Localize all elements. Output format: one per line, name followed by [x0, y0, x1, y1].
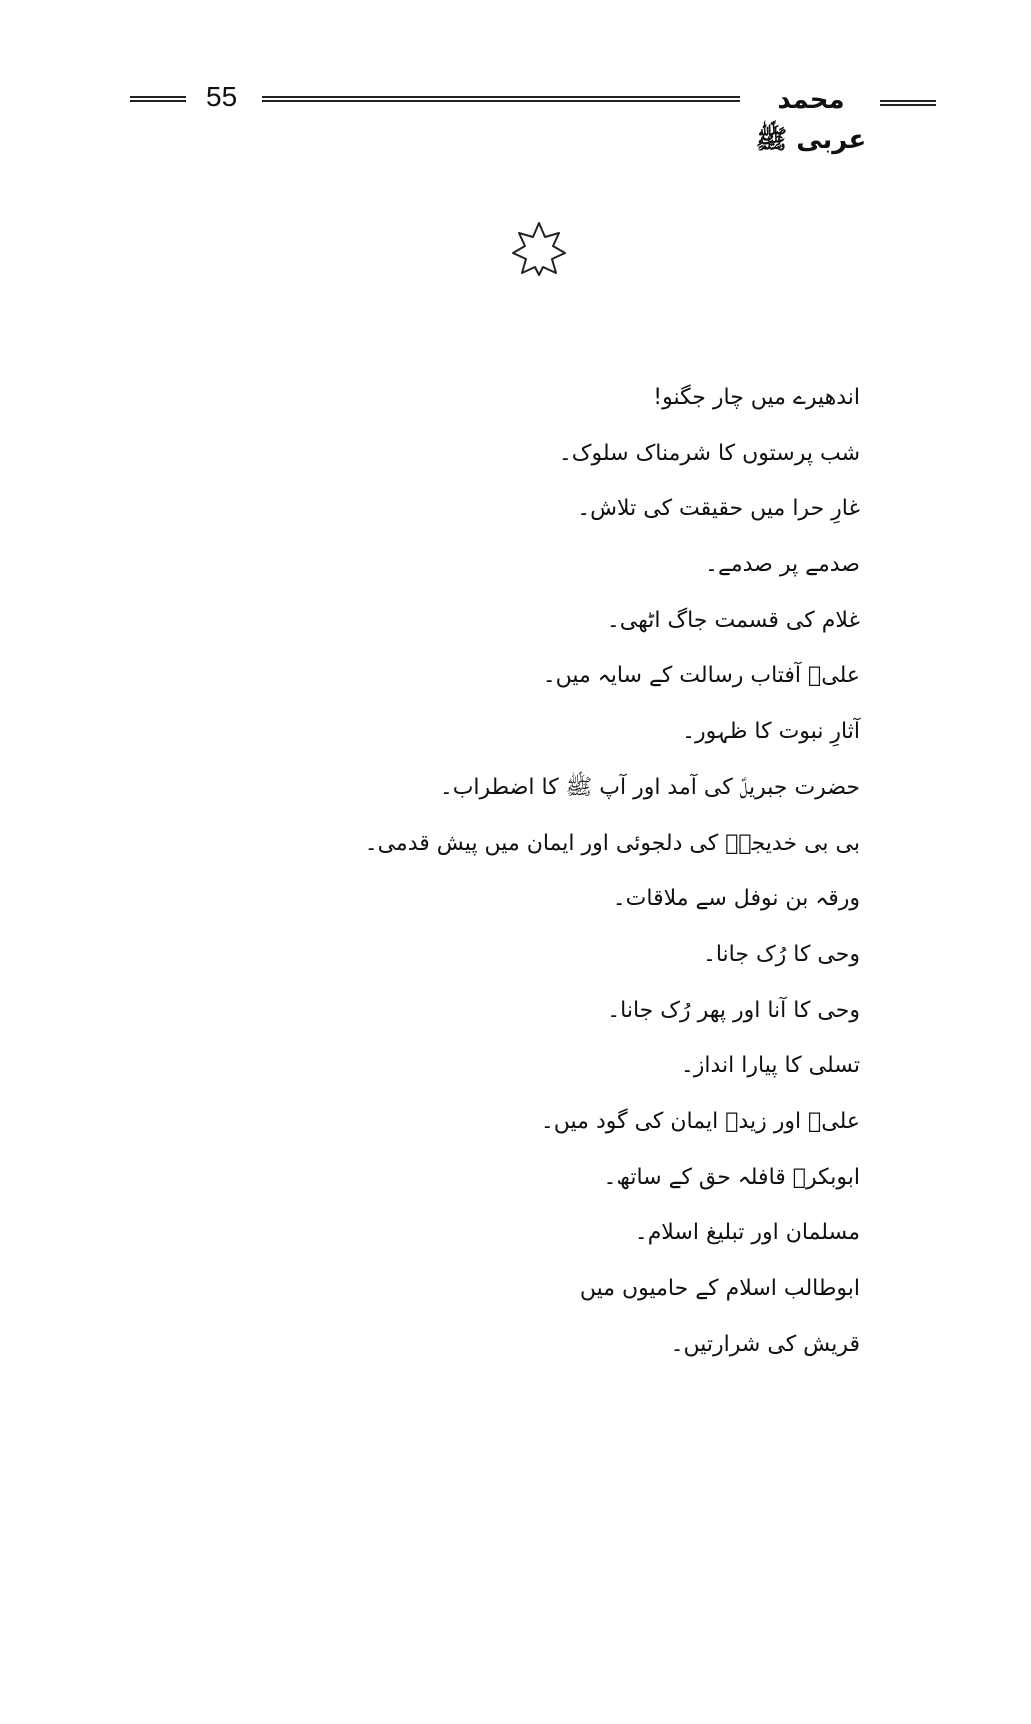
contents-item: وحی کا آنا اور پھر رُک جانا۔	[607, 997, 860, 1023]
contents-item: قریش کی شرارتیں۔	[670, 1331, 860, 1357]
page-number: 55	[206, 81, 238, 112]
contents-item: ورقہ بن نوفل سے ملاقات۔	[612, 886, 860, 912]
contents-item: غارِ حرا میں حقیقت کی تلاش۔	[577, 496, 860, 522]
contents-item: غلام کی قسمت جاگ اٹھی۔	[606, 607, 860, 633]
contents-item: ابوطالب اسلام کے حامیوں میں	[579, 1276, 860, 1301]
contents-item: ابوبکرؓ قافلہ حق کے ساتھ۔	[603, 1164, 860, 1190]
contents-item: شب پرستوں کا شرمناک سلوک۔	[558, 440, 860, 466]
contents-item: حضرت جبریلؑ کی آمد اور آپ ﷺ کا اضطراب۔	[439, 774, 860, 800]
running-header	[0, 0, 1031, 155]
header-rule-right	[880, 100, 936, 106]
contents-item: بی بی خدیجہؓ کی دلجوئی اور ایمان میں پیش قدمی۔	[364, 830, 860, 856]
contents-item: مسلمان اور تبلیغ اسلام۔	[634, 1220, 860, 1246]
header-rule-left	[130, 96, 186, 102]
header-rule-middle	[262, 96, 740, 102]
contents-item: وحی کا رُک جانا۔	[702, 941, 860, 967]
contents-item: آثارِ نبوت کا ظہور۔	[682, 719, 860, 745]
contents-item: علیؓ اور زیدؓ ایمان کی گود میں۔	[540, 1108, 860, 1134]
contents-item: اندھیرے میں چار جگنو!	[653, 385, 860, 410]
contents-list	[364, 370, 860, 1372]
contents-item: صدمے پر صدمے۔	[705, 552, 860, 578]
contents-item: علیؓ آفتاب رسالت کے سایہ میں۔	[542, 663, 860, 689]
octagram-outline-icon	[512, 222, 566, 276]
contents-item: تسلی کا پیارا انداز۔	[680, 1053, 860, 1079]
running-title: محمد عربی ﷺ	[755, 85, 867, 155]
